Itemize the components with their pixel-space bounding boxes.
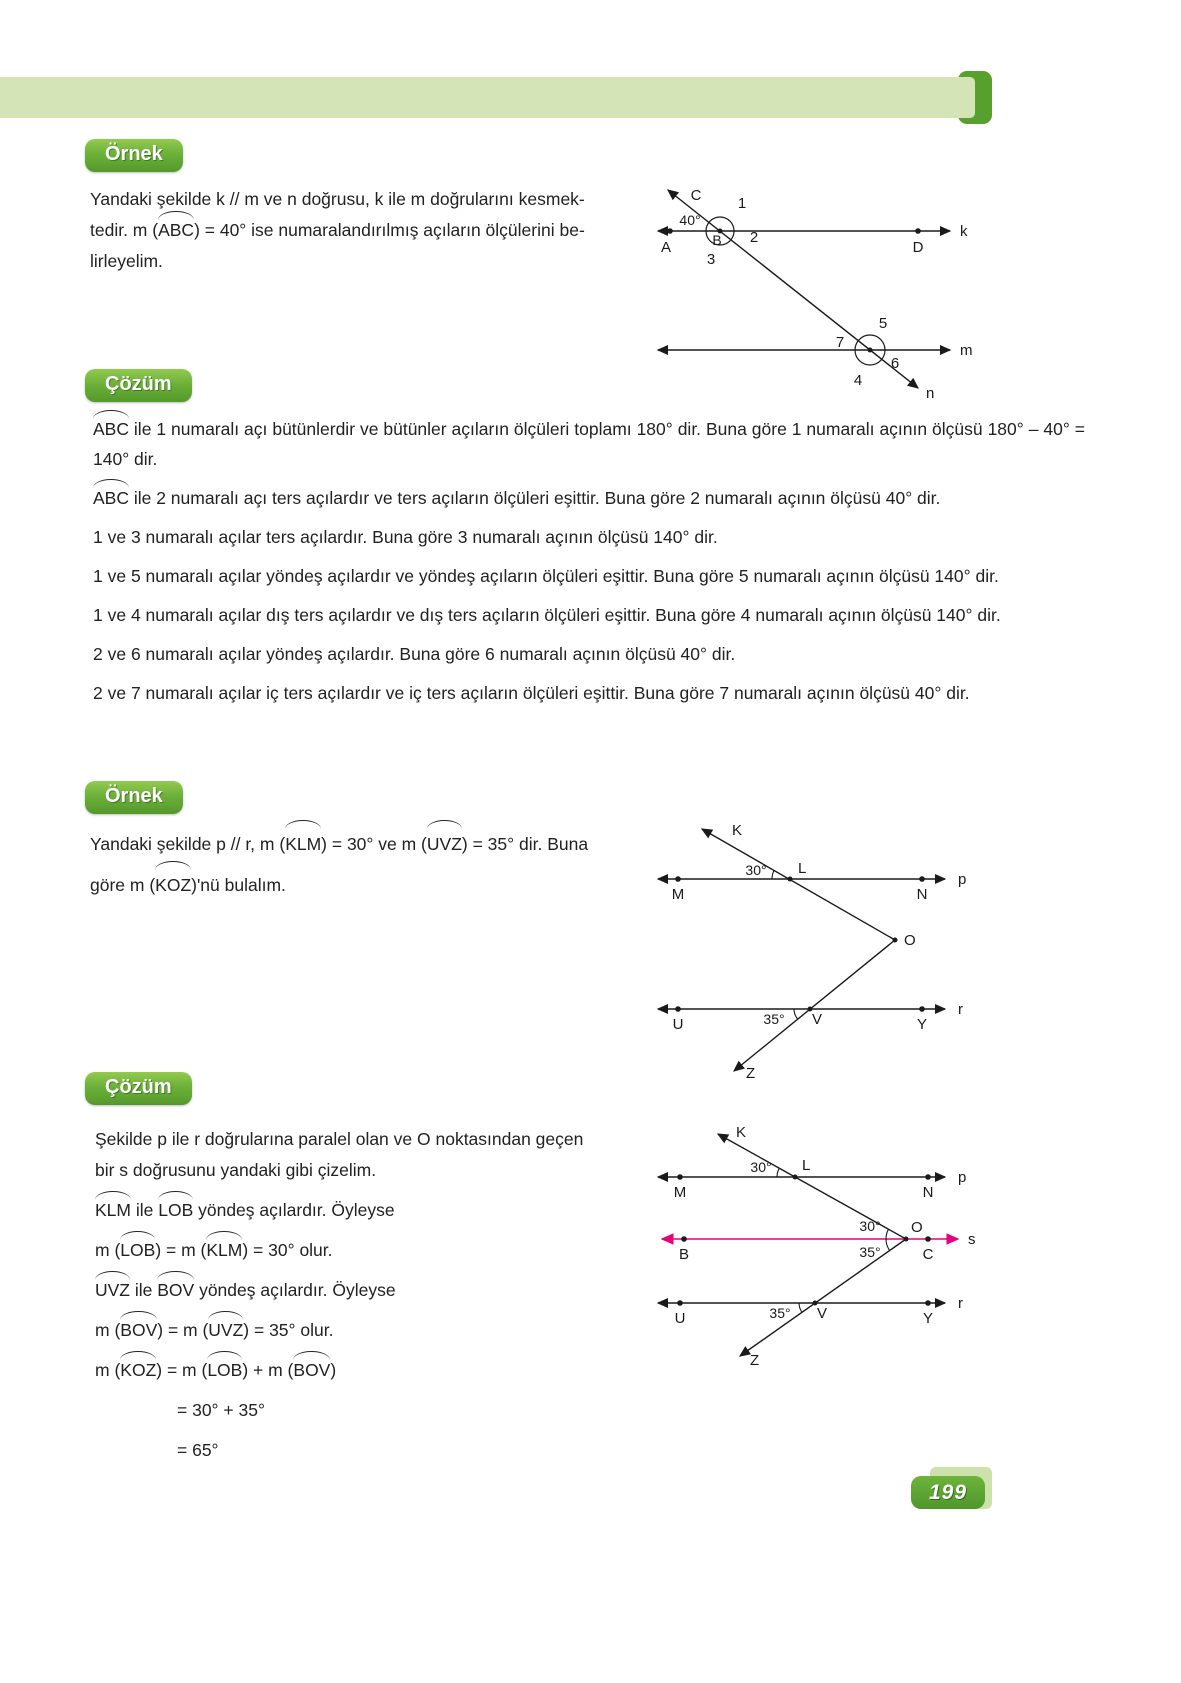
label-30deg-O: 30° (859, 1218, 881, 1234)
point-N (925, 1174, 931, 1180)
angle-arc-O-lower (886, 1239, 890, 1250)
example1-badge (85, 139, 183, 172)
label-35deg-O: 35° (859, 1244, 881, 1260)
solution1-badge (85, 369, 192, 402)
point-mn (868, 348, 873, 353)
solution2-badge (85, 1072, 192, 1105)
point-Y (925, 1300, 931, 1306)
page-number-badge (911, 1476, 985, 1509)
solution1-badge-label: Çözüm (105, 373, 172, 395)
label-angle-5: 5 (878, 315, 888, 332)
diagram2-svg (650, 815, 995, 1100)
solution2-line: = 30° + 35° (177, 1400, 265, 1420)
angle-arc-L (772, 870, 774, 879)
label-O: O (904, 932, 916, 949)
solution2-line: Şekilde p ile r doğrularına paralel olan ve O noktasından geçen (95, 1129, 584, 1149)
label-Z: Z (750, 1352, 760, 1369)
label-angle-4: 4 (853, 372, 863, 389)
point-C (925, 1236, 931, 1242)
angle-arc-L (777, 1168, 779, 1177)
label-s: s (968, 1231, 976, 1248)
label-B: B (678, 1246, 690, 1263)
example2-text (90, 824, 665, 906)
label-A: A (660, 239, 672, 256)
diagram-parallel-lines-k-m-n (650, 178, 995, 418)
label-40deg: 40° (679, 212, 701, 228)
point-U (675, 1006, 681, 1012)
solution1-paragraph: 1 ve 3 numaralı açılar ters açılardır. Buna göre 3 numaralı açının ölçüsü 140° dir. (93, 527, 718, 547)
solution2-line: bir s doğrusunu yandaki gibi çizelim. (95, 1160, 377, 1180)
solution2-badge-label: Çözüm (105, 1076, 172, 1098)
example1-line: lirleyelim. (90, 251, 163, 271)
ray-O-V-Z (740, 1239, 906, 1356)
label-r: r (958, 1001, 963, 1018)
label-U: U (674, 1310, 686, 1327)
solution1-paragraph: 2 ve 6 numaralı açılar yöndeş açılardır. Buna göre 6 numaralı açının ölçüsü 40° dir. (93, 644, 736, 664)
solution2-line: KLM ile LOB yöndeş açılardır. Öyleyse (95, 1195, 670, 1226)
solution2-line: = 65° (177, 1440, 219, 1460)
page-number: 199 (928, 1480, 968, 1504)
label-B: B (712, 232, 722, 248)
label-p: p (958, 1169, 967, 1186)
point-Y (919, 1006, 925, 1012)
point-N (919, 876, 925, 882)
label-V: V (811, 1011, 823, 1028)
label-L: L (802, 1157, 811, 1174)
example2-line: göre m (KOZ)'nü bulalım. (90, 865, 665, 906)
label-D: D (912, 239, 924, 256)
example2-badge-label: Örnek (105, 785, 163, 807)
solution2-line: m (LOB) = m (KLM) = 30° olur. (95, 1235, 670, 1266)
label-angle-2: 2 (749, 229, 759, 246)
label-30deg-L: 30° (750, 1159, 772, 1175)
example2-badge (85, 781, 183, 814)
point-B (681, 1236, 687, 1242)
label-U: U (672, 1016, 684, 1033)
label-m: m (960, 342, 973, 359)
label-M: M (673, 1184, 687, 1201)
solution1-paragraph: 2 ve 7 numaralı açılar iç ters açılardır ve iç ters açıların ölçüleri eşittir. Buna göre 7 numaralı açının ölçüsü 40° dir. (93, 683, 970, 703)
solution1-paragraph: ABC ile 2 numaralı açı ters açılardır ve ters açıların ölçüleri eşittir. Buna göre 2 numaralı açının ölçüsü 40° dir. (93, 483, 1085, 513)
point-O (893, 938, 898, 943)
point-L (793, 1175, 798, 1180)
angle-arc-V (799, 1303, 802, 1312)
solution2-line: m (BOV) = m (UVZ) = 35° olur. (95, 1315, 670, 1346)
line-n (668, 190, 918, 388)
label-angle-6: 6 (890, 355, 900, 372)
solution1-paragraph: 1 ve 5 numaralı açılar yöndeş açılardır ve yöndeş açıların ölçüleri eşittir. Buna göre 5 numaralı açının ölçüsü 140° dir. (93, 566, 999, 586)
label-C: C (690, 187, 702, 204)
example1-text (90, 184, 665, 277)
label-Y: Y (922, 1310, 934, 1327)
label-Z: Z (746, 1065, 756, 1082)
label-angle-3: 3 (706, 251, 716, 268)
point-D (915, 228, 921, 234)
point-M (677, 1174, 683, 1180)
example1-badge-label: Örnek (105, 143, 163, 165)
label-L: L (798, 860, 807, 877)
label-K: K (736, 1124, 747, 1141)
diagram3-svg (650, 1115, 995, 1405)
ray-O-V-Z (734, 940, 895, 1071)
solution2-line: UVZ ile BOV yöndeş açılardır. Öyleyse (95, 1275, 670, 1306)
label-35deg-V: 35° (769, 1305, 791, 1321)
label-30deg: 30° (745, 862, 767, 878)
solution1-paragraph: 1 ve 4 numaralı açılar dış ters açılardır ve dış ters açıların ölçüleri eşittir. Buna göre 4 numaralı açının ölçüsü 140° dir. (93, 605, 1001, 625)
example1-line: Yandaki şekilde k // m ve n doğrusu, k ile m doğrularını kesmek- (90, 189, 585, 209)
point-A (667, 228, 673, 234)
label-K: K (732, 822, 743, 839)
angle-arc-V (794, 1009, 798, 1019)
solution2-text (95, 1124, 670, 1466)
point-M (675, 876, 681, 882)
label-O: O (911, 1219, 923, 1236)
diagram1-svg (650, 178, 995, 413)
label-N: N (916, 886, 928, 903)
label-M: M (671, 886, 685, 903)
label-Y: Y (916, 1016, 928, 1033)
angle-arc-O-upper (886, 1229, 889, 1239)
ray-K-L-O (702, 829, 895, 940)
solution1-paragraph: ABC ile 1 numaralı açı bütünlerdir ve bütünler açıların ölçüleri toplamı 180° dir. Buna göre 1 numaralı açının ölçüsü 180° – 40° = 140° dir. (93, 414, 1085, 474)
point-L (788, 877, 793, 882)
label-p: p (958, 871, 967, 888)
solution2-line: m (KOZ) = m (LOB) + m (BOV) (95, 1355, 670, 1386)
point-O (904, 1237, 909, 1242)
label-N: N (922, 1184, 934, 1201)
example1-line: tedir. m (ABC) = 40° ise numaralandırılmış açıların ölçülerini be- (90, 215, 665, 246)
diagram-parallel-lines-p-r-s (650, 1115, 995, 1410)
point-U (677, 1300, 683, 1306)
label-angle-1: 1 (737, 195, 747, 212)
header-bar (0, 77, 975, 118)
label-r: r (958, 1295, 963, 1312)
label-n: n (926, 385, 935, 402)
label-V: V (816, 1305, 828, 1322)
label-35deg: 35° (763, 1011, 785, 1027)
label-angle-7: 7 (835, 334, 845, 351)
diagram-parallel-lines-p-r (650, 815, 995, 1105)
label-C: C (922, 1246, 934, 1263)
solution1-text (93, 414, 1085, 717)
label-k: k (960, 223, 968, 240)
example2-line: Yandaki şekilde p // r, m (KLM) = 30° ve m (UVZ) = 35° dir. Buna (90, 824, 665, 865)
